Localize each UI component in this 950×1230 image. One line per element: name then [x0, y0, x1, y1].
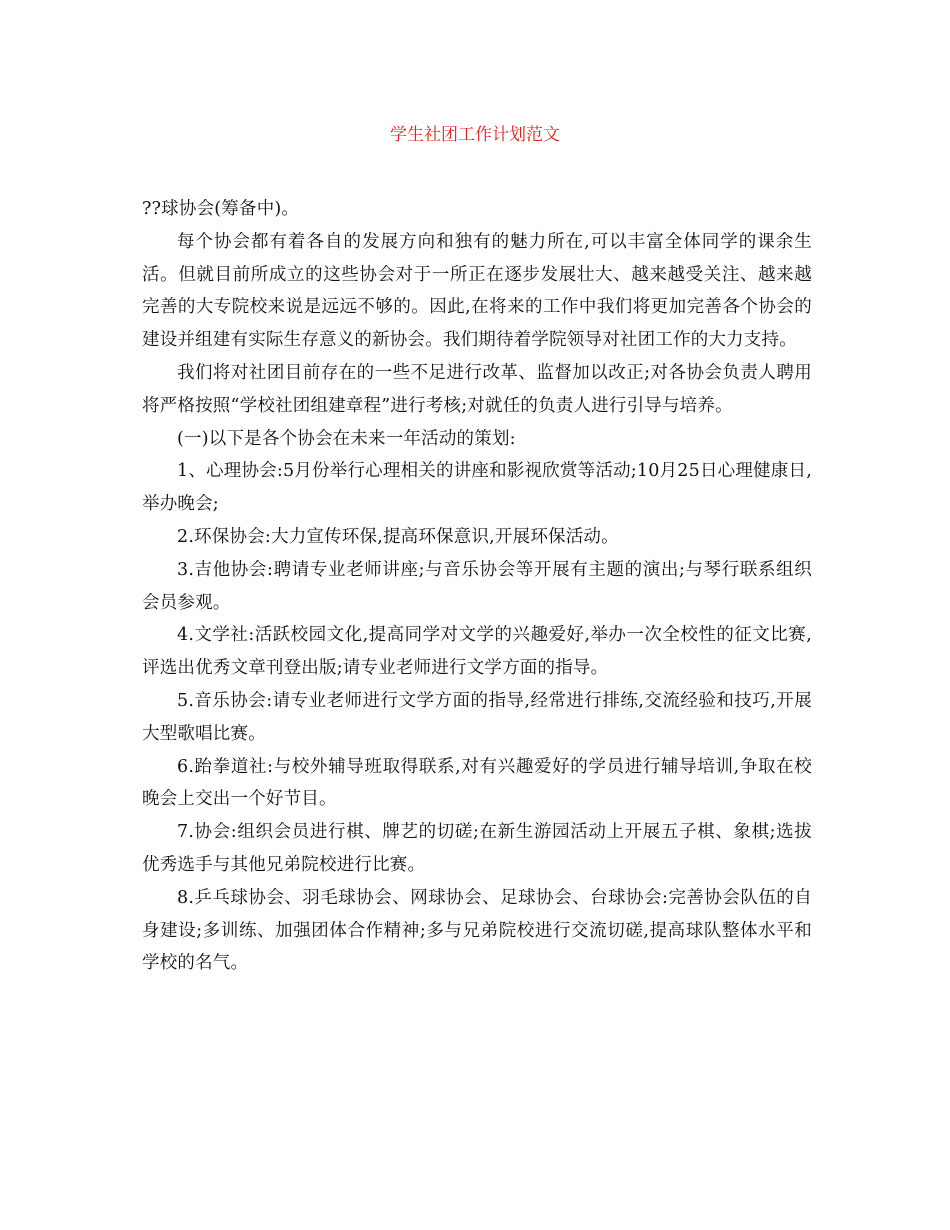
paragraph-reform: 我们将对社团目前存在的一些不足进行改革、监督加以改正;对各协会负责人聘用将严格按照“学校社团组建章程”进行考核;对就任的负责人进行引导与培养。 — [142, 362, 812, 416]
paragraph-continued: ??球协会(筹备中)。 — [142, 199, 300, 219]
list-item: 1、心理协会:5月份举行心理相关的讲座和影视欣赏等活动;10月25日心理健康日,举办晚会; — [142, 461, 812, 515]
list-item: 4.文学社:活跃校园文化,提高同学对文学的兴趣爱好,举办一次全校性的征文比赛,评选出优秀文章刊登出版;请专业老师进行文学方面的指导。 — [142, 625, 812, 679]
list-item: 2.环保协会:大力宣传环保,提高环保意识,开展环保活动。 — [177, 526, 619, 547]
document-title: 学生社团工作计划范文 — [390, 125, 560, 145]
document-body — [142, 193, 812, 980]
list-item: 8.乒乓球协会、羽毛球协会、网球协会、足球协会、台球协会:完善协会队伍的自身建设;多训练、加强团体合作精神;多与兄弟院校进行交流切磋,提高球队整体水平和学校的名气。 — [142, 887, 812, 974]
list-item: 3.吉他协会:聘请专业老师讲座;与音乐协会等开展有主题的演出;与琴行联系组织会员参观。 — [142, 559, 812, 613]
list-item: 5.音乐协会:请专业老师进行文学方面的指导,经常进行排练,交流经验和技巧,开展大型歌唱比赛。 — [142, 690, 812, 744]
list-item: 6.跆拳道社:与校外辅导班取得联系,对有兴趣爱好的学员进行辅导培训,争取在校晚会上交出一个好节目。 — [142, 756, 812, 810]
paragraph-intro: 每个协会都有着各自的发展方向和独有的魅力所在,可以丰富全体同学的课余生活。但就目前所成立的这些协会对于一所正在逐步发展壮大、越来越受关注、越来越完善的大专院校来说是远远不够的。因此,在将来的工作中我们将更加完善各个协会的建设并组建有实际生存意义的新协会。我们期待着学院领导对社团工作的大力支持。 — [142, 231, 812, 351]
paragraph-section-heading: (一)以下是各个协会在未来一年活动的策划: — [177, 428, 516, 449]
list-item: 7.协会:组织会员进行棋、牌艺的切磋;在新生游园活动上开展五子棋、象棋;选拔优秀选手与其他兄弟院校进行比赛。 — [142, 822, 812, 875]
